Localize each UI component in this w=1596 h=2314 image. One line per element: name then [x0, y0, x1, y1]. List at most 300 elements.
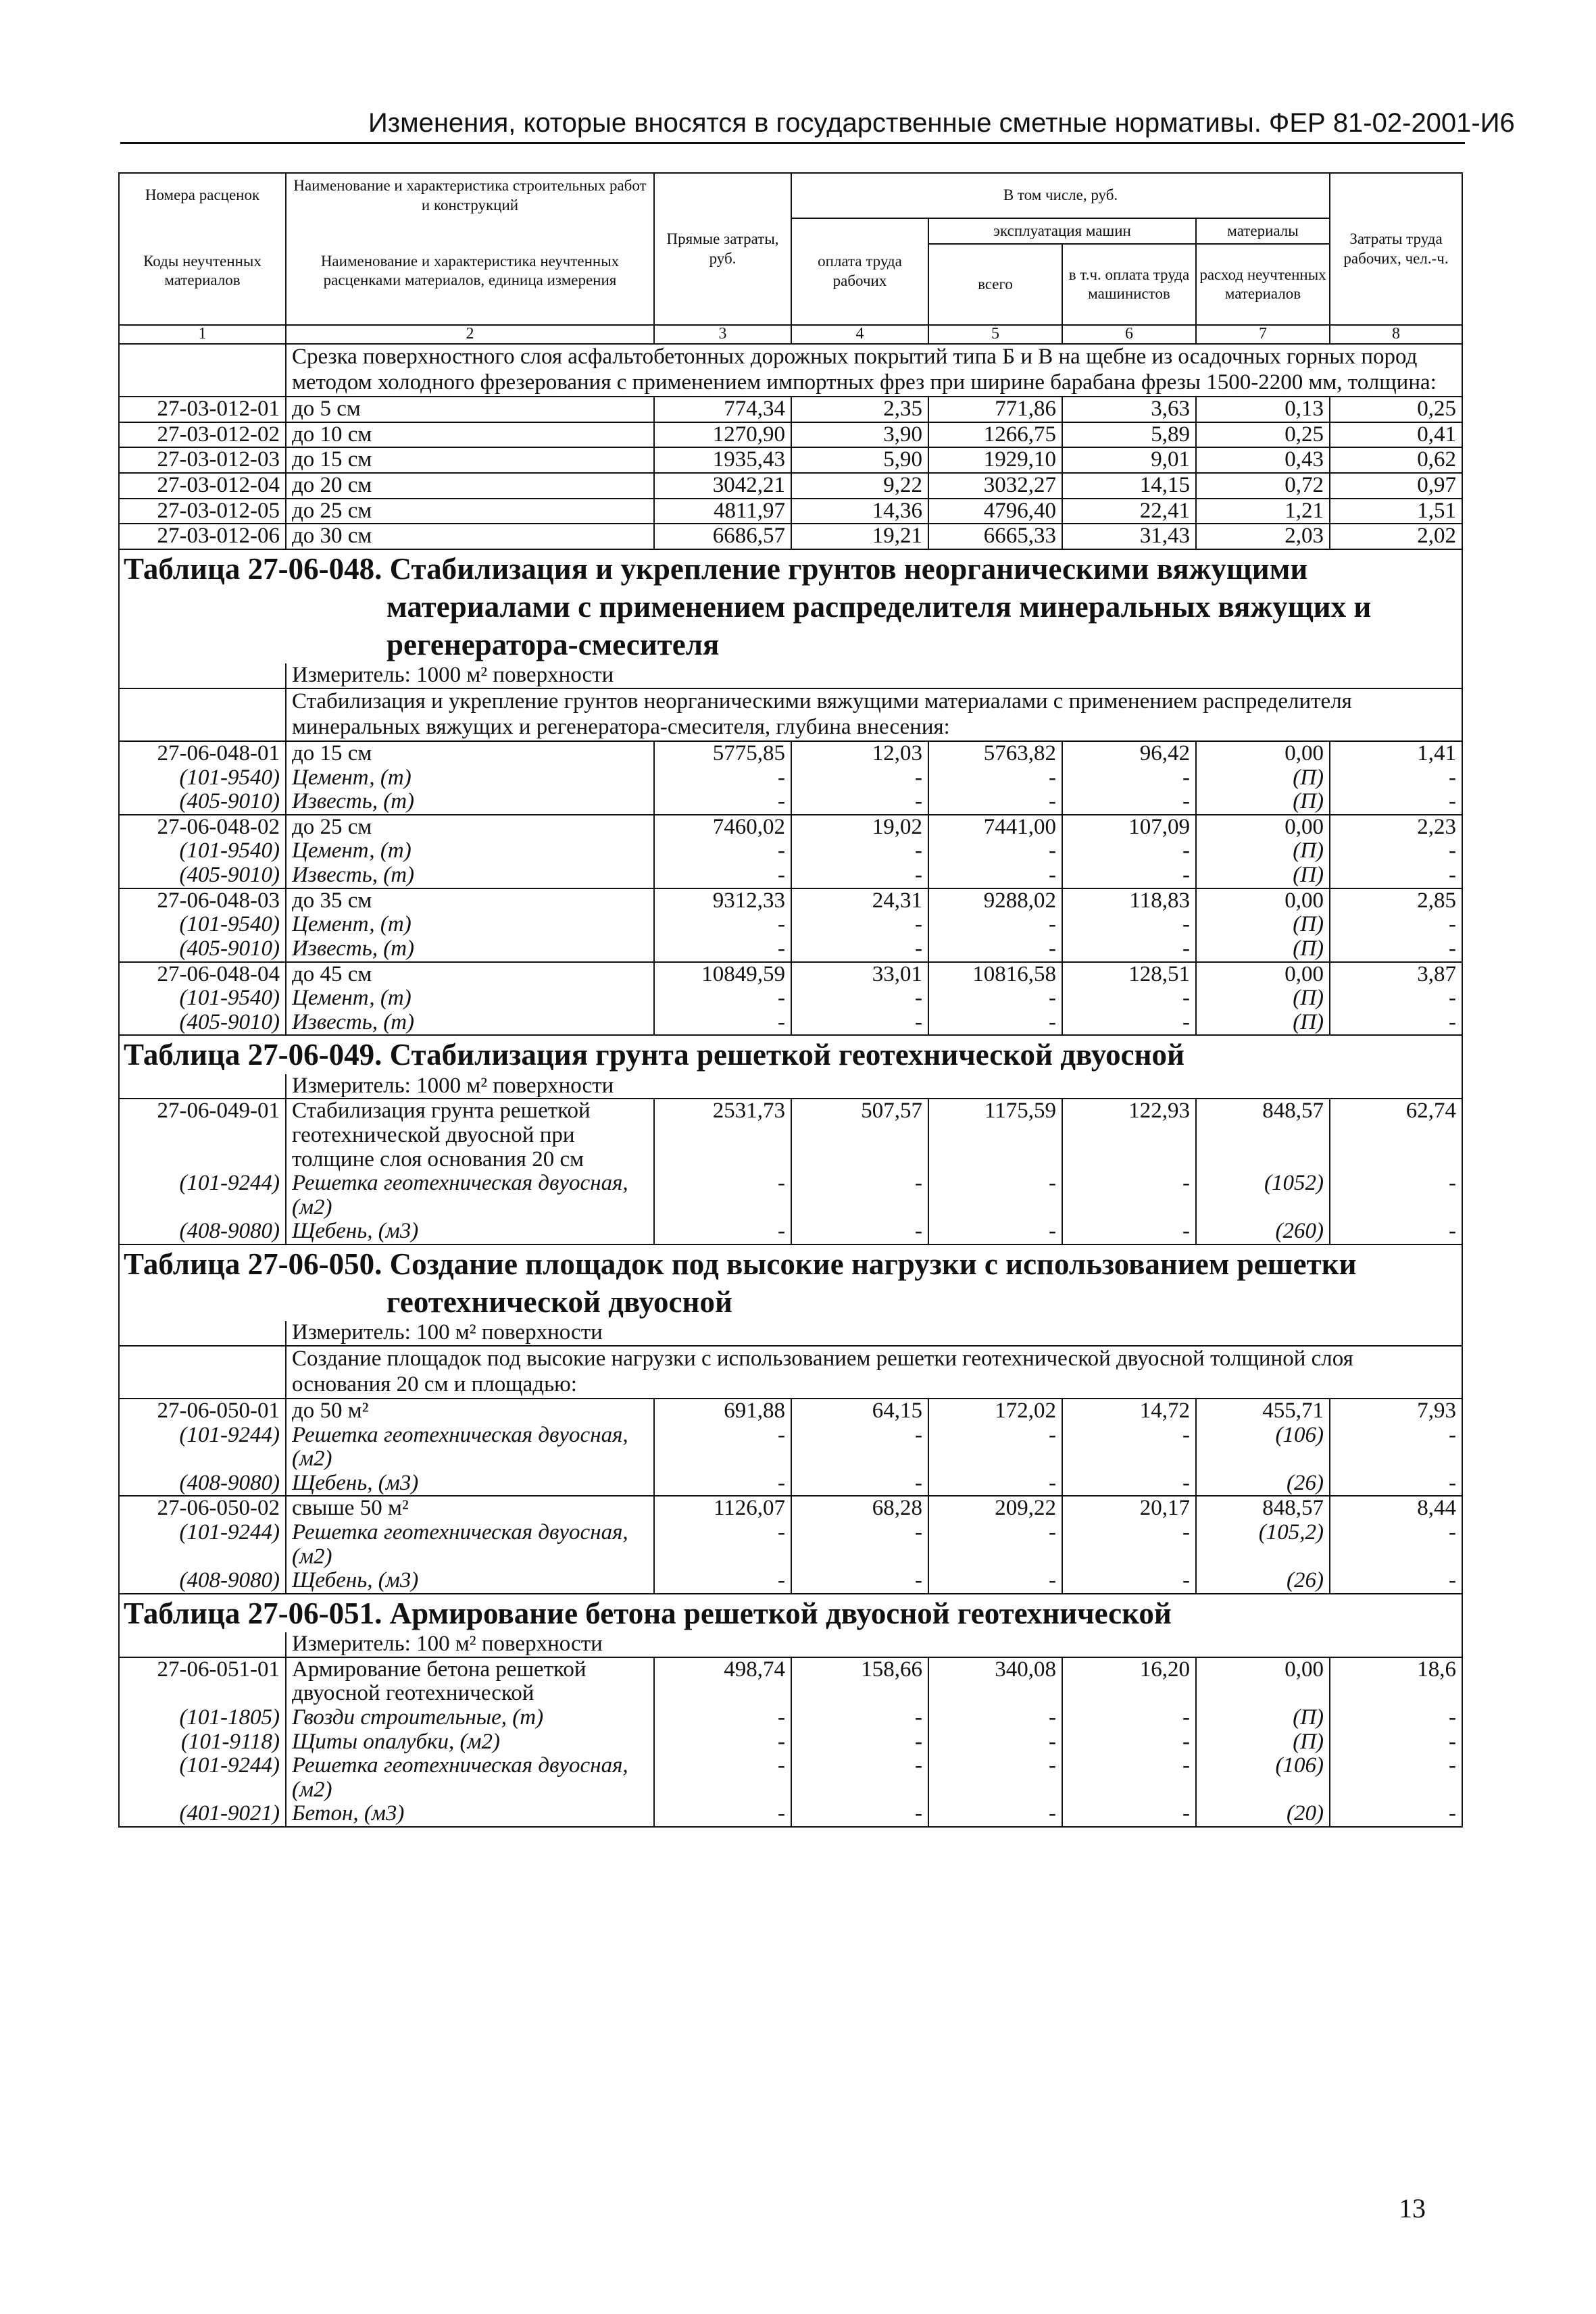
empty-cell — [119, 1074, 286, 1099]
machinist-wage: 5,89 — [1062, 422, 1196, 448]
direct-cost: - — [654, 1011, 791, 1036]
machinist-wage: 14,15 — [1062, 473, 1196, 499]
work-name: до 50 м² — [286, 1399, 654, 1424]
work-name: до 30 см — [286, 524, 654, 549]
direct-cost: - — [654, 913, 791, 937]
machinist-wage: - — [1062, 839, 1196, 863]
work-name: до 45 см — [286, 962, 654, 987]
col1-head-bottom: Коды неучтенных материалов — [119, 218, 286, 326]
work-name: до 25 см — [286, 499, 654, 524]
direct-cost: - — [654, 1706, 791, 1730]
materials-cost: (П) — [1196, 986, 1330, 1011]
rate-row — [119, 888, 1462, 913]
materials-cost: (П) — [1196, 1730, 1330, 1755]
labor-wage: - — [791, 1172, 928, 1219]
material-code: (101-9244) — [119, 1521, 286, 1569]
material-name: Известь, (т) — [286, 863, 654, 888]
rate-code: 27-03-012-05 — [119, 499, 286, 524]
labor-hours: 0,41 — [1330, 422, 1462, 448]
material-row — [119, 839, 1462, 863]
direct-cost: 1935,43 — [654, 447, 791, 473]
machines-total: 209,22 — [928, 1496, 1062, 1521]
labor-hours: - — [1330, 1569, 1462, 1594]
rate-row — [119, 447, 1462, 473]
machines-total: 6665,33 — [928, 524, 1062, 549]
direct-cost: - — [654, 1730, 791, 1755]
labor-wage: - — [791, 1802, 928, 1827]
material-name: Решетка геотехническая двуосная, (м2) — [286, 1172, 654, 1219]
rate-row — [119, 741, 1462, 766]
machinist-wage: 3,63 — [1062, 397, 1196, 422]
estimate-table — [118, 172, 1463, 1828]
direct-cost: - — [654, 1569, 791, 1594]
machinist-wage: 96,42 — [1062, 741, 1196, 766]
direct-cost: 5775,85 — [654, 741, 791, 766]
col2-head-top: Наименование и характеристика строительных работ и конструкций — [286, 173, 654, 218]
direct-cost: - — [654, 839, 791, 863]
rate-row — [119, 524, 1462, 549]
direct-cost: - — [654, 1754, 791, 1802]
material-name: Цемент, (т) — [286, 913, 654, 937]
materials-cost: 455,71 — [1196, 1399, 1330, 1424]
direct-cost: 10849,59 — [654, 962, 791, 987]
rate-code: 27-06-048-04 — [119, 962, 286, 987]
rate-code: 27-06-051-01 — [119, 1657, 286, 1706]
table-title: регенератора-смесителя — [119, 626, 1462, 663]
work-name: Армирование бетона решеткой двуосной геотехнической — [286, 1657, 654, 1706]
labor-wage: - — [791, 1569, 928, 1594]
col-group-head: В том числе, руб. — [791, 173, 1330, 218]
material-row — [119, 1802, 1462, 1827]
materials-group-head: материалы — [1196, 218, 1330, 245]
material-code: (405-9010) — [119, 790, 286, 815]
material-code: (405-9010) — [119, 863, 286, 888]
labor-hours: 2,85 — [1330, 888, 1462, 913]
material-row — [119, 1706, 1462, 1730]
material-name: Щебень, (м3) — [286, 1219, 654, 1244]
machinist-wage: 107,09 — [1062, 815, 1196, 840]
labor-wage: - — [791, 1219, 928, 1244]
machinist-wage: - — [1062, 1424, 1196, 1472]
labor-hours: - — [1330, 766, 1462, 790]
machines-total: 9288,02 — [928, 888, 1062, 913]
labor-hours: 0,62 — [1330, 447, 1462, 473]
rate-row — [119, 962, 1462, 987]
rate-row — [119, 397, 1462, 422]
machines-total: 4796,40 — [928, 499, 1062, 524]
col1-head-top: Номера расценок — [119, 173, 286, 218]
rate-code: 27-03-012-04 — [119, 473, 286, 499]
materials-cost: 848,57 — [1196, 1496, 1330, 1521]
materials-cost: (1052) — [1196, 1172, 1330, 1219]
labor-wage: 19,21 — [791, 524, 928, 549]
rate-row — [119, 422, 1462, 448]
material-code: (101-9540) — [119, 766, 286, 790]
materials-cost: (26) — [1196, 1472, 1330, 1496]
machinist-wage: - — [1062, 1802, 1196, 1827]
machinist-wage: - — [1062, 1172, 1196, 1219]
materials-cost: (106) — [1196, 1424, 1330, 1472]
machines-total: - — [928, 937, 1062, 962]
labor-wage: - — [791, 839, 928, 863]
machinist-wage: 122,93 — [1062, 1099, 1196, 1172]
col-number: 8 — [1330, 325, 1462, 344]
direct-cost: 6686,57 — [654, 524, 791, 549]
col7-head: расход неучтенных материалов — [1196, 244, 1330, 325]
labor-wage: 2,35 — [791, 397, 928, 422]
labor-hours: - — [1330, 1754, 1462, 1802]
rate-code: 27-03-012-06 — [119, 524, 286, 549]
table-title: Таблица 27-06-048. Стабилизация и укрепление грунтов неорганическими вяжущими — [119, 549, 1462, 588]
machines-total: 1266,75 — [928, 422, 1062, 448]
rate-code: 27-03-012-02 — [119, 422, 286, 448]
machinist-wage: 118,83 — [1062, 888, 1196, 913]
col4-head: оплата труда рабочих — [791, 218, 928, 326]
labor-wage: - — [791, 937, 928, 962]
machines-total: - — [928, 1472, 1062, 1496]
material-row — [119, 1172, 1462, 1219]
labor-hours: - — [1330, 1706, 1462, 1730]
labor-wage: - — [791, 863, 928, 888]
machinist-wage: 9,01 — [1062, 447, 1196, 473]
rate-code: 27-06-050-02 — [119, 1496, 286, 1521]
direct-cost: - — [654, 790, 791, 815]
material-code: (405-9010) — [119, 937, 286, 962]
materials-cost: 0,00 — [1196, 962, 1330, 987]
material-row — [119, 863, 1462, 888]
machinist-wage: - — [1062, 1521, 1196, 1569]
materials-cost: (П) — [1196, 1011, 1330, 1036]
machinist-wage: - — [1062, 1730, 1196, 1755]
labor-hours: - — [1330, 1730, 1462, 1755]
material-code: (101-9244) — [119, 1424, 286, 1472]
labor-hours: 1,41 — [1330, 741, 1462, 766]
rate-row — [119, 473, 1462, 499]
machines-total: - — [928, 863, 1062, 888]
direct-cost: 3042,21 — [654, 473, 791, 499]
machines-total: - — [928, 790, 1062, 815]
rate-code: 27-06-050-01 — [119, 1399, 286, 1424]
table-title: материалами с применением распределителя минеральных вяжущих и — [119, 588, 1462, 626]
direct-cost: - — [654, 863, 791, 888]
labor-hours: - — [1330, 986, 1462, 1011]
machinist-wage: - — [1062, 1011, 1196, 1036]
machinist-wage: 16,20 — [1062, 1657, 1196, 1706]
materials-cost: (105,2) — [1196, 1521, 1330, 1569]
empty-cell — [119, 1346, 286, 1399]
materials-cost: 0,13 — [1196, 397, 1330, 422]
direct-cost: - — [654, 1424, 791, 1472]
machinist-wage: - — [1062, 863, 1196, 888]
labor-wage: - — [791, 1706, 928, 1730]
machinist-wage: - — [1062, 1569, 1196, 1594]
labor-hours: 18,6 — [1330, 1657, 1462, 1706]
labor-wage: - — [791, 1011, 928, 1036]
labor-wage: 64,15 — [791, 1399, 928, 1424]
labor-wage: - — [791, 1521, 928, 1569]
work-name: Стабилизация грунта решеткой геотехнической двуосной при толщине слоя основания 20 см — [286, 1099, 654, 1172]
machines-total: 340,08 — [928, 1657, 1062, 1706]
direct-cost: 9312,33 — [654, 888, 791, 913]
direct-cost: - — [654, 1521, 791, 1569]
material-name: Цемент, (т) — [286, 766, 654, 790]
labor-wage: 12,03 — [791, 741, 928, 766]
labor-hours: 0,25 — [1330, 397, 1462, 422]
col-number: 3 — [654, 325, 791, 344]
work-name: до 20 см — [286, 473, 654, 499]
material-code: (101-1805) — [119, 1706, 286, 1730]
work-name: до 35 см — [286, 888, 654, 913]
machinist-wage: - — [1062, 913, 1196, 937]
materials-cost: (П) — [1196, 937, 1330, 962]
material-row — [119, 986, 1462, 1011]
labor-wage: 158,66 — [791, 1657, 928, 1706]
materials-cost: 0,00 — [1196, 815, 1330, 840]
work-name: до 15 см — [286, 741, 654, 766]
material-code: (101-9118) — [119, 1730, 286, 1755]
material-name: Щиты опалубки, (м2) — [286, 1730, 654, 1755]
material-row — [119, 1472, 1462, 1496]
direct-cost: 774,34 — [654, 397, 791, 422]
col2-head-bottom: Наименование и характеристика неучтенных расценками материалов, единица измерения — [286, 218, 654, 326]
direct-cost: 1270,90 — [654, 422, 791, 448]
machinist-wage: - — [1062, 766, 1196, 790]
material-code: (101-9244) — [119, 1172, 286, 1219]
rate-row — [119, 1496, 1462, 1521]
material-row — [119, 1754, 1462, 1802]
work-name: до 5 см — [286, 397, 654, 422]
material-code: (101-9540) — [119, 913, 286, 937]
machines-total: 3032,27 — [928, 473, 1062, 499]
material-code: (408-9080) — [119, 1472, 286, 1496]
materials-cost: (26) — [1196, 1569, 1330, 1594]
material-name: Решетка геотехническая двуосная, (м2) — [286, 1424, 654, 1472]
material-code: (408-9080) — [119, 1219, 286, 1244]
work-name: до 10 см — [286, 422, 654, 448]
machinist-wage: 20,17 — [1062, 1496, 1196, 1521]
measure-unit: Измеритель: 100 м² поверхности — [286, 1321, 1462, 1346]
labor-wage: 19,02 — [791, 815, 928, 840]
material-name: Известь, (т) — [286, 1011, 654, 1036]
material-row — [119, 1011, 1462, 1036]
machines-total: - — [928, 1011, 1062, 1036]
labor-wage: - — [791, 1472, 928, 1496]
direct-cost: - — [654, 1219, 791, 1244]
material-name: Известь, (т) — [286, 790, 654, 815]
labor-wage: 68,28 — [791, 1496, 928, 1521]
materials-cost: (П) — [1196, 790, 1330, 815]
machines-total: - — [928, 1172, 1062, 1219]
materials-cost: (20) — [1196, 1802, 1330, 1827]
labor-wage: 5,90 — [791, 447, 928, 473]
rate-code: 27-06-048-02 — [119, 815, 286, 840]
materials-cost: (106) — [1196, 1754, 1330, 1802]
materials-cost: 1,21 — [1196, 499, 1330, 524]
rate-row — [119, 1099, 1462, 1172]
material-name: Щебень, (м3) — [286, 1569, 654, 1594]
direct-cost: - — [654, 986, 791, 1011]
machines-total: 771,86 — [928, 397, 1062, 422]
rate-row — [119, 499, 1462, 524]
labor-hours: - — [1330, 1802, 1462, 1827]
work-name: до 25 см — [286, 815, 654, 840]
labor-wage: 24,31 — [791, 888, 928, 913]
labor-hours: - — [1330, 1472, 1462, 1496]
labor-hours: - — [1330, 1424, 1462, 1472]
material-code: (405-9010) — [119, 1011, 286, 1036]
measure-unit: Измеритель: 1000 м² поверхности — [286, 663, 1462, 688]
running-header: Изменения, которые вносятся в государственные сметные нормативы. ФЕР 81-02-2001-И6 — [368, 108, 1515, 138]
machines-total: 10816,58 — [928, 962, 1062, 987]
col-number: 4 — [791, 325, 928, 344]
materials-cost: 2,03 — [1196, 524, 1330, 549]
labor-hours: 1,51 — [1330, 499, 1462, 524]
machines-total: - — [928, 913, 1062, 937]
section-description: Стабилизация и укрепление грунтов неорганическими вяжущими материалами с применением распределителя минеральных вяжущих и регенератора-смесителя, глубина внесения: — [286, 688, 1462, 741]
materials-cost: (П) — [1196, 766, 1330, 790]
rate-code: 27-03-012-01 — [119, 397, 286, 422]
direct-cost: 1126,07 — [654, 1496, 791, 1521]
section-description: Срезка поверхностного слоя асфальтобетонных дорожных покрытий типа Б и В на щебне из осадочных горных пород методом холодного фрезерования с применением импортных фрез при ширине барабана фрезы 1500-2200 мм, толщина: — [286, 344, 1462, 397]
material-row — [119, 766, 1462, 790]
materials-cost: (П) — [1196, 913, 1330, 937]
material-row — [119, 1424, 1462, 1472]
col-number: 2 — [286, 325, 654, 344]
machinist-wage: 31,43 — [1062, 524, 1196, 549]
material-name: Бетон, (м3) — [286, 1802, 654, 1827]
labor-hours: - — [1330, 913, 1462, 937]
labor-hours: - — [1330, 839, 1462, 863]
material-name: Решетка геотехническая двуосная, (м2) — [286, 1521, 654, 1569]
rate-code: 27-06-048-03 — [119, 888, 286, 913]
labor-hours: - — [1330, 937, 1462, 962]
machinist-wage: - — [1062, 790, 1196, 815]
machines-total: 1175,59 — [928, 1099, 1062, 1172]
machines-total: - — [928, 1730, 1062, 1755]
header-rule — [120, 142, 1465, 144]
labor-wage: - — [791, 1730, 928, 1755]
machines-total: - — [928, 839, 1062, 863]
labor-hours: - — [1330, 1172, 1462, 1219]
direct-cost: 4811,97 — [654, 499, 791, 524]
labor-wage: 9,22 — [791, 473, 928, 499]
labor-hours: 3,87 — [1330, 962, 1462, 987]
labor-hours: - — [1330, 790, 1462, 815]
labor-hours: 7,93 — [1330, 1399, 1462, 1424]
machines-group-head: эксплуатация машин — [928, 218, 1196, 245]
direct-cost: - — [654, 766, 791, 790]
direct-cost: - — [654, 937, 791, 962]
col-number: 1 — [119, 325, 286, 344]
labor-hours: 8,44 — [1330, 1496, 1462, 1521]
machines-total: 172,02 — [928, 1399, 1062, 1424]
col-number: 6 — [1062, 325, 1196, 344]
rate-code: 27-06-049-01 — [119, 1099, 286, 1172]
direct-cost: 7460,02 — [654, 815, 791, 840]
material-row — [119, 1730, 1462, 1755]
material-code: (101-9540) — [119, 839, 286, 863]
col-number: 7 — [1196, 325, 1330, 344]
materials-cost: 0,72 — [1196, 473, 1330, 499]
labor-wage: 14,36 — [791, 499, 928, 524]
table-title: геотехнической двуосной — [119, 1283, 1462, 1321]
rate-row — [119, 1657, 1462, 1706]
machines-total: 7441,00 — [928, 815, 1062, 840]
machines-total: 5763,82 — [928, 741, 1062, 766]
materials-cost: 0,25 — [1196, 422, 1330, 448]
direct-cost: 2531,73 — [654, 1099, 791, 1172]
material-name: Цемент, (т) — [286, 986, 654, 1011]
material-row — [119, 937, 1462, 962]
machines-total: - — [928, 1569, 1062, 1594]
machinist-wage: - — [1062, 937, 1196, 962]
machines-total: 1929,10 — [928, 447, 1062, 473]
material-code: (101-9244) — [119, 1754, 286, 1802]
page-number: 13 — [1399, 2193, 1426, 2223]
machines-total: - — [928, 1802, 1062, 1827]
empty-cell — [119, 344, 286, 397]
labor-wage: - — [791, 790, 928, 815]
empty-cell — [119, 1321, 286, 1346]
measure-unit: Измеритель: 100 м² поверхности — [286, 1632, 1462, 1657]
materials-cost: 0,00 — [1196, 741, 1330, 766]
material-row — [119, 790, 1462, 815]
material-row — [119, 1219, 1462, 1244]
materials-cost: 0,00 — [1196, 1657, 1330, 1706]
table-title: Таблица 27-06-049. Стабилизация грунта решеткой геотехнической двуосной — [119, 1035, 1462, 1074]
materials-cost: (П) — [1196, 863, 1330, 888]
material-name: Цемент, (т) — [286, 839, 654, 863]
machines-total: - — [928, 986, 1062, 1011]
machines-total: - — [928, 1521, 1062, 1569]
machinist-wage: - — [1062, 1219, 1196, 1244]
labor-wage: 3,90 — [791, 422, 928, 448]
rate-row — [119, 1399, 1462, 1424]
machinist-wage: - — [1062, 1472, 1196, 1496]
material-row — [119, 1569, 1462, 1594]
material-row — [119, 913, 1462, 937]
col3-head: Прямые затраты, руб. — [654, 173, 791, 325]
materials-cost: (П) — [1196, 839, 1330, 863]
machines-total: - — [928, 1219, 1062, 1244]
rate-row — [119, 815, 1462, 840]
labor-hours: - — [1330, 1219, 1462, 1244]
materials-cost: 0,00 — [1196, 888, 1330, 913]
material-row — [119, 1521, 1462, 1569]
labor-wage: - — [791, 913, 928, 937]
labor-hours: - — [1330, 1011, 1462, 1036]
work-name: свыше 50 м² — [286, 1496, 654, 1521]
direct-cost: - — [654, 1802, 791, 1827]
labor-hours: 2,02 — [1330, 524, 1462, 549]
labor-hours: 0,97 — [1330, 473, 1462, 499]
direct-cost: 691,88 — [654, 1399, 791, 1424]
col5-head: всего — [928, 244, 1062, 325]
material-name: Щебень, (м3) — [286, 1472, 654, 1496]
labor-hours: - — [1330, 863, 1462, 888]
machines-total: - — [928, 766, 1062, 790]
machinist-wage: 22,41 — [1062, 499, 1196, 524]
machinist-wage: 14,72 — [1062, 1399, 1196, 1424]
labor-wage: 507,57 — [791, 1099, 928, 1172]
labor-wage: - — [791, 986, 928, 1011]
labor-hours: 2,23 — [1330, 815, 1462, 840]
work-name: до 15 см — [286, 447, 654, 473]
materials-cost: 0,43 — [1196, 447, 1330, 473]
machinist-wage: 128,51 — [1062, 962, 1196, 987]
direct-cost: 498,74 — [654, 1657, 791, 1706]
material-name: Известь, (т) — [286, 937, 654, 962]
